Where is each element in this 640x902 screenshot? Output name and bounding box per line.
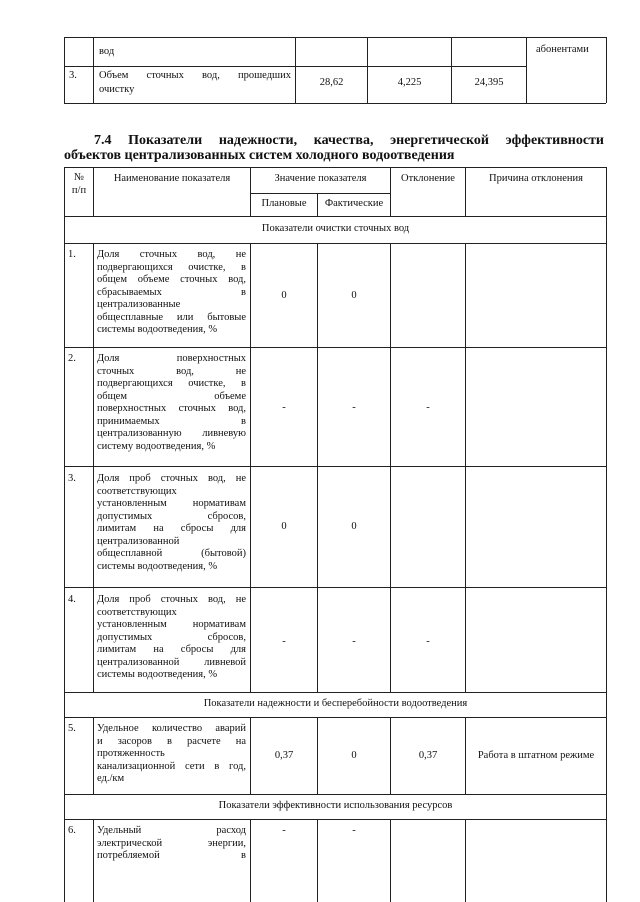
planned-value: 0 bbox=[281, 290, 287, 301]
row-number: 3. bbox=[69, 70, 77, 81]
deviation-value: - bbox=[426, 636, 430, 647]
indicator-cell: Доля проб сточных вод, не соответствующих установленным нормативам допустимых сбросов, лимитам на сбросы для централизованной общесплавной (бытовой) системы водоотведения, % bbox=[97, 473, 246, 572]
section-title: Показатели надежности и бесперебойности водоотведения bbox=[203, 698, 468, 709]
row-number: 5. bbox=[68, 723, 76, 734]
section-heading bbox=[64, 133, 604, 163]
planned-value: - bbox=[282, 825, 286, 836]
reason-value: Работа в штатном режиме bbox=[477, 750, 595, 761]
deviation-value: 0,37 bbox=[418, 750, 438, 761]
header-name: Наименование показателя bbox=[113, 173, 231, 184]
reason-cont: абонентами bbox=[536, 44, 589, 55]
value-3: 24,395 bbox=[474, 77, 504, 88]
indicator-cell: Доля проб сточных вод, не соответствующих установленным нормативам допустимых сбросов, лимитам на сбросы для централизованной ливневой системы водоотведения, % bbox=[97, 594, 246, 680]
actual-value: - bbox=[352, 402, 356, 413]
section-title: Показатели очистки сточных вод bbox=[261, 223, 410, 234]
indicator-cont: вод bbox=[99, 46, 115, 57]
planned-value: 0,37 bbox=[274, 750, 294, 761]
value-2: 4,225 bbox=[397, 77, 422, 88]
heading-line2: объектов централизованных систем холодного водоотведения bbox=[64, 148, 455, 163]
actual-value: 0 bbox=[351, 750, 357, 761]
deviation-value: - bbox=[426, 402, 430, 413]
heading-number: 7.4 bbox=[94, 133, 112, 148]
row-number: 2. bbox=[68, 353, 76, 364]
planned-value: 0 bbox=[281, 521, 287, 532]
indicator-cell: Доля сточных вод, не подвергающихся очистке, в общем объеме сточных вод, сбрасываемых в централизованные общесплавные или бытовые системы водоотведения, % bbox=[97, 249, 246, 335]
header-num: № п/п bbox=[71, 172, 87, 196]
header-reason: Причина отклонения bbox=[489, 173, 583, 184]
planned-value: - bbox=[282, 402, 286, 413]
actual-value: - bbox=[352, 636, 356, 647]
actual-value: 0 bbox=[351, 521, 357, 532]
actual-value: - bbox=[352, 825, 356, 836]
indicator-cell: Удельное количество аварий и засоров в расчете на протяженность канализационной сети в год, ед./км bbox=[97, 723, 246, 784]
section-title: Показатели эффективности использования ресурсов bbox=[218, 800, 453, 811]
planned-value: - bbox=[282, 636, 286, 647]
header-value: Значение показателя bbox=[274, 173, 367, 184]
row-number: 6. bbox=[68, 825, 76, 836]
header-planned: Плановые bbox=[261, 198, 307, 209]
row-number: 4. bbox=[68, 594, 76, 605]
heading-line1: Показатели надежности, качества, энергетической эффективности bbox=[128, 133, 604, 148]
indicator-cell: Удельный расход электрической энергии, потребляемой в bbox=[97, 825, 246, 861]
indicator-line: Объем сточных вод, прошедших bbox=[99, 70, 291, 81]
value-1: 28,62 bbox=[319, 77, 344, 88]
indicator-cell: Доля поверхностных сточных вод, не подвергающихся очистке, в общем объеме поверхностных сточных вод, принимаемых в централизованную ливневую систему водоотведения, % bbox=[97, 353, 246, 452]
row-number: 3. bbox=[68, 473, 76, 484]
header-actual: Фактические bbox=[324, 198, 384, 209]
actual-value: 0 bbox=[351, 290, 357, 301]
row-number: 1. bbox=[68, 249, 76, 260]
header-deviation: Отклонение bbox=[401, 173, 455, 184]
indicator-line: очистку bbox=[99, 84, 135, 95]
